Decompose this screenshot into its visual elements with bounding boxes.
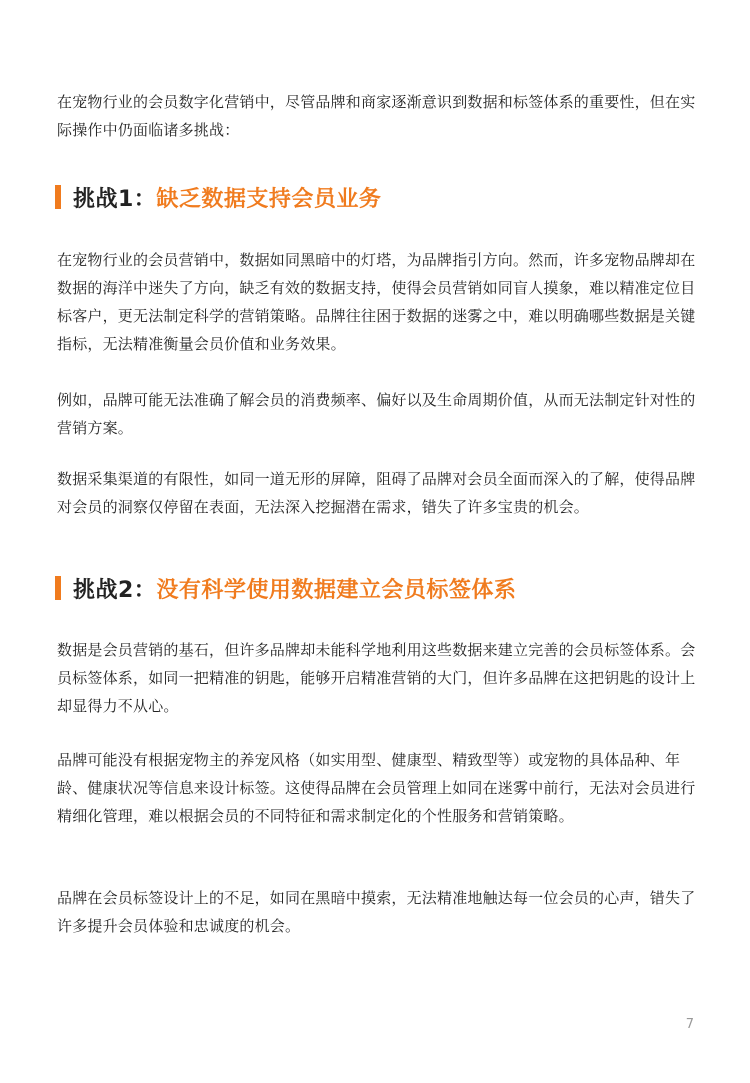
challenge-2-heading	[55, 572, 516, 604]
challenge-1-heading	[55, 181, 381, 213]
intro-paragraph: 在宠物行业的会员数字化营销中，尽管品牌和商家逐渐意识到数据和标签体系的重要性，但在实际操作中仍面临诸多挑战：	[57, 93, 696, 139]
challenge-1-title: 缺乏数据支持会员业务	[156, 186, 382, 212]
challenge-2-paragraph-2: 品牌可能没有根据宠物主的养宠风格（如实用型、健康型、精致型等）或宠物的具体品种、年龄、健康状况等信息来设计标签。这使得品牌在会员管理上如同在迷雾中前行，无法对会员进行精细化管理，难以根据会员的不同特征和需求制定化的个性服务和营销策略。	[57, 751, 696, 825]
challenge-2-paragraph-1: 数据是会员营销的基石，但许多品牌却未能科学地利用这些数据来建立完善的会员标签体系。会员标签体系，如同一把精准的钥匙，能够开启精准营销的大门，但许多品牌在这把钥匙的设计上却显得力不从心。	[57, 641, 696, 715]
heading-accent-bar	[55, 576, 61, 600]
page-number: 7	[685, 1017, 694, 1032]
challenge-2-prefix: 挑战2：	[73, 577, 157, 603]
challenge-2-title: 没有科学使用数据建立会员标签体系	[156, 577, 517, 603]
challenge-1-prefix: 挑战1：	[73, 186, 157, 212]
challenge-1-paragraph-2: 例如，品牌可能无法准确了解会员的消费频率、偏好以及生命周期价值，从而无法制定针对性的营销方案。	[57, 391, 696, 437]
challenge-2-paragraph-3: 品牌在会员标签设计上的不足，如同在黑暗中摸索，无法精准地触达每一位会员的心声，错失了许多提升会员体验和忠诚度的机会。	[57, 889, 696, 935]
challenge-1-paragraph-3: 数据采集渠道的有限性，如同一道无形的屏障，阻碍了品牌对会员全面而深入的了解，使得品牌对会员的洞察仅停留在表面，无法深入挖掘潜在需求，错失了许多宝贵的机会。	[57, 470, 696, 516]
heading-accent-bar	[55, 185, 61, 209]
challenge-1-paragraph-1: 在宠物行业的会员营销中，数据如同黑暗中的灯塔，为品牌指引方向。然而，许多宠物品牌却在数据的海洋中迷失了方向，缺乏有效的数据支持，使得会员营销如同盲人摸象，难以精准定位目标客户，更无法制定科学的营销策略。品牌往往困于数据的迷雾之中，难以明确哪些数据是关键指标，无法精准衡量会员价值和业务效果。	[57, 251, 696, 353]
